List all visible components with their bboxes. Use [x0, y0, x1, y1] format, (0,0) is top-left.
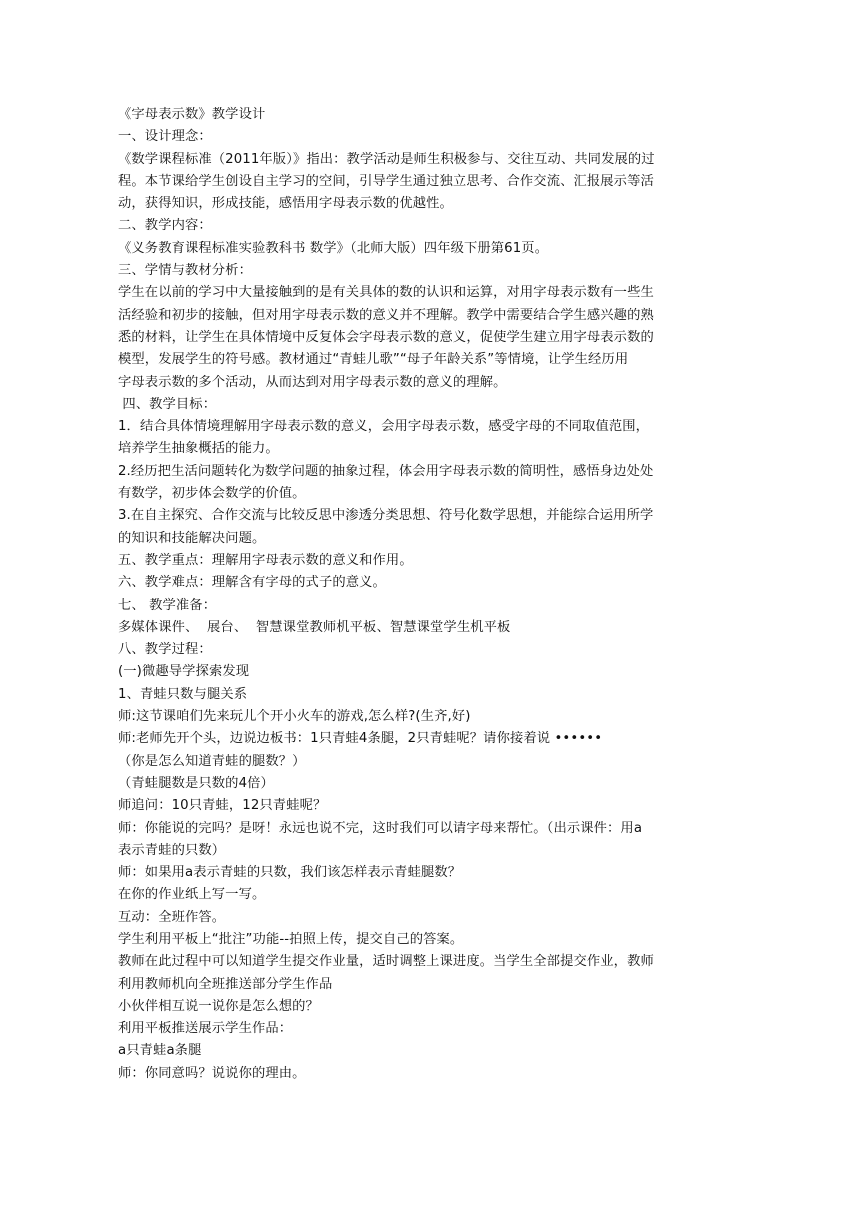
objective-item: 3.在自主探究、合作交流与比较反思中渗透分类思想、符号化数学思想，并能综合运用所学 — [118, 508, 654, 524]
dialogue-line: 师：如果用a表示青蛙的只数，我们该怎样表示青蛙腿数？ — [118, 865, 462, 881]
paragraph-line: 动，获得知识，形成技能，感悟用字母表示数的优越性。 — [118, 196, 453, 212]
objective-item: 培养学生抽象概括的能力。 — [118, 441, 279, 457]
paragraph-line: 互动：全班作答。 — [118, 909, 226, 925]
section-heading-analysis: 三、学情与教材分析： — [118, 263, 252, 279]
paragraph-line: 《义务教育课程标准实验教科书 数学》（北师大版）四年级下册第61页。 — [118, 240, 549, 256]
dialogue-line: 师:这节课咱们先来玩儿个开小火车的游戏,怎么样?(生齐,好) — [118, 709, 471, 725]
objective-item: 2.经历把生活问题转化为数学问题的抽象过程，体会用字母表示数的简明性，感悟身边处处 — [118, 463, 654, 479]
section-heading-preparation: 七、 教学准备： — [118, 597, 217, 613]
paragraph-line: a只青蛙a条腿 — [118, 1043, 202, 1059]
paragraph-line: 《数学课程标准（2011年版）》指出：教学活动是师生积极参与、交往互动、共同发展的过 — [118, 151, 655, 167]
dialogue-line: 表示青蛙的只数） — [118, 842, 226, 858]
paragraph-line: 学生在以前的学习中大量接触到的是有关具体的数的认识和运算，对用字母表示数有一些生 — [118, 285, 654, 301]
paragraph-line: 学生利用平板上“批注”功能--拍照上传，提交自己的答案。 — [118, 931, 464, 947]
subsection-heading: (一)微趣导学探索发现 — [118, 664, 250, 680]
paragraph-line: 模型，发展学生的符号感。教材通过“青蛙儿歌”“母子年龄关系”等情境，让学生经历用 — [118, 352, 629, 368]
section-heading-teaching-content: 二、教学内容： — [118, 218, 212, 234]
paragraph-line: 利用平板推送展示学生作品： — [118, 1021, 293, 1037]
objective-item: 1．结合具体情境理解用字母表示数的意义，会用字母表示数，感受字母的不同取值范围， — [118, 419, 650, 435]
paragraph-line: 利用教师机向全班推送部分学生作品 — [118, 976, 333, 992]
paragraph-line: 多媒体课件、 展台、 智慧课堂教师机平板、智慧课堂学生机平板 — [118, 619, 511, 635]
paragraph-line: 程。本节课给学生创设自主学习的空间，引导学生通过独立思考、合作交流、汇报展示等活 — [118, 173, 654, 189]
dialogue-line: 师：你同意吗？说说你的理由。 — [118, 1065, 306, 1081]
section-heading-process: 八、教学过程： — [118, 642, 212, 658]
section-heading-difficulties: 六、教学难点：理解含有字母的式子的意义。 — [118, 575, 386, 591]
objective-item: 的知识和技能解决问题。 — [118, 530, 266, 546]
paragraph-line: 悉的材料，让学生在具体情境中反复体会字母表示数的意义，促使学生建立用字母表示数的 — [118, 329, 654, 345]
paragraph-line: 字母表示数的多个活动，从而达到对用字母表示数的意义的理解。 — [118, 374, 507, 390]
dialogue-line: （青蛙腿数是只数的4倍） — [118, 775, 274, 791]
dialogue-line: （你是怎么知道青蛙的腿数？） — [118, 753, 306, 769]
dialogue-line: 师追问：10只青蛙，12只青蛙呢？ — [118, 798, 327, 814]
paragraph-line: 在你的作业纸上写一写。 — [118, 887, 266, 903]
paragraph-line: 教师在此过程中可以知道学生提交作业量，适时调整上课进度。当学生全部提交作业，教师 — [118, 954, 654, 970]
paragraph-line: 活经验和初步的接触，但对用字母表示数的意义并不理解。教学中需要结合学生感兴趣的熟 — [118, 307, 654, 323]
section-heading-design-concept: 一、设计理念： — [118, 129, 212, 145]
dialogue-line: 师：你能说的完吗？是呀！永远也说不完，这时我们可以请字母来帮忙。（出示课件：用a — [118, 820, 643, 836]
objective-item: 有数学，初步体会数学的价值。 — [118, 486, 306, 502]
document-body — [118, 104, 738, 1085]
paragraph-line: 小伙伴相互说一说你是怎么想的？ — [118, 998, 319, 1014]
section-heading-objectives: 四、教学目标： — [118, 396, 217, 412]
dialogue-line: 师:老师先开个头，边说边板书：1只青蛙4条腿，2只青蛙呢？请你接着说 •••••• — [118, 731, 603, 747]
subsection-heading: 1、青蛙只数与腿关系 — [118, 686, 248, 702]
document-title: 《字母表示数》教学设计 — [118, 107, 266, 122]
section-heading-key-points: 五、教学重点：理解用字母表示数的意义和作用。 — [118, 552, 413, 568]
